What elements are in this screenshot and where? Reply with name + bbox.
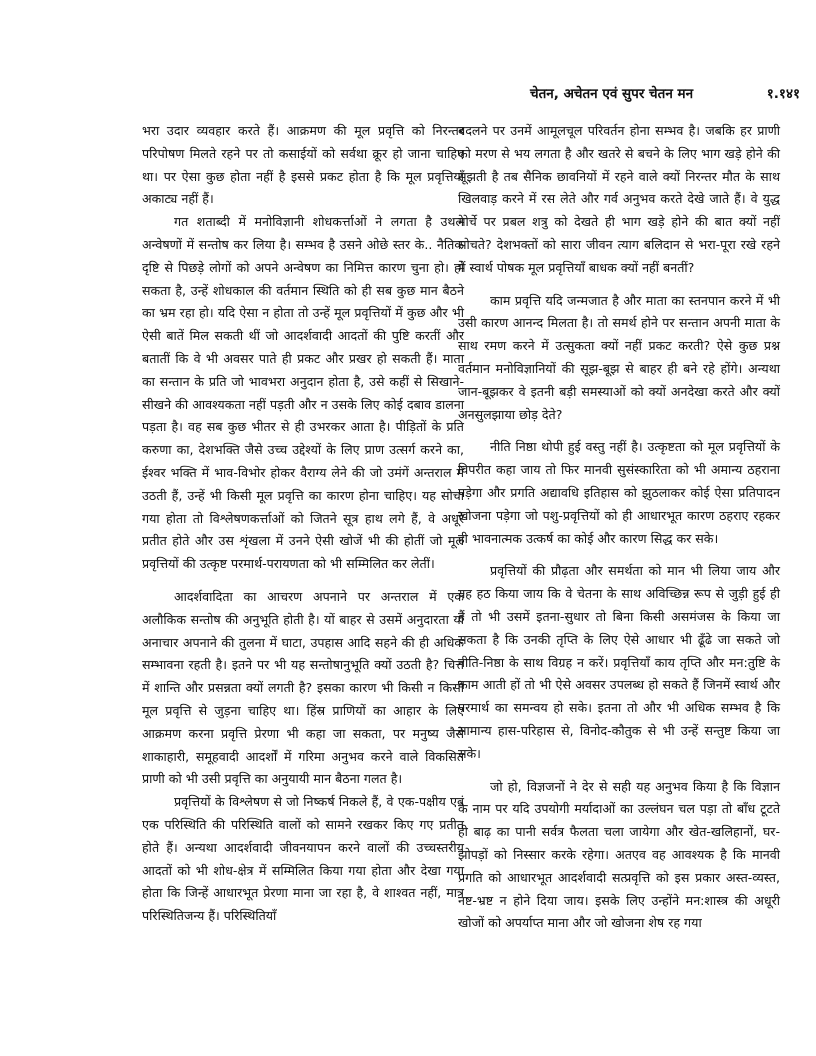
paragraph: प्रवृत्तियों की प्रौढ़ता और समर्थता को मान भी लिया जाय और यह हठ किया जाय कि वे चेतना के साथ अविच्छिन्न रूप से जुड़ी हुई ही हैं तो भी उसमें इतना-सुधार तो बिना किसी असमंजस के किया जा सकता है कि उनकी तृप्ति के लिए ऐसे आधार भी ढूँढे जा सकते जो नीति-निष्ठा के साथ विग्रह न करें। प्रवृत्तियाँ काय तृप्ति और मन:तुष्टि के काम आती हों तो भी ऐसे अवसर उपलब्ध हो सकते हैं जिनमें स्वार्थ और परमार्थ का समन्वय हो सके। इतना तो और भी अधिक सम्भव है कि सामान्य हास-परिहास से, विनोद-कौतुक से भी उन्हें सन्तुष्ट किया जा सके। <box>458 563 780 761</box>
page-number: १.१४१ <box>766 86 800 102</box>
right-column <box>458 120 780 935</box>
paragraph: काम प्रवृत्ति यदि जन्मजात है और माता का स्तनपान करने में भी उसी कारण आनन्द मिलता है। तो समर्थ होने पर सन्तान अपनी माता के साथ रमण करने में उत्सुकता क्यों नहीं प्रकट करती? ऐसे कुछ प्रश्न वर्तमान मनोविज्ञानियों की सूझ-बूझ से बाहर ही बने रहे होंगे। अन्यथा जान-बूझकर वे इतनी बड़ी समस्याओं को क्यों अनदेखा करते और क्यों अनसुलझाया छोड़ देते? <box>458 292 780 422</box>
paragraph: प्रवृत्तियों के विश्लेषण से जो निष्कर्ष निकले हैं, वे एक-पक्षीय एवं एक परिस्थिति की परिस्थिति वालों को सामने रखकर किए गए प्रतीत होते हैं। अन्यथा आदर्शवादी जीवनयापन करने वालों की उच्चस्तरीय आदतों को भी शोध-क्षेत्र में सम्मिलित किया गया होता और देखा गया होता कि जिन्हें आधारभूत प्रेरणा माना जा रहा है, वे शाश्वत नहीं, मात्र परिस्थितिजन्य हैं। परिस्थितियाँ <box>142 794 464 924</box>
left-column <box>142 120 464 928</box>
paragraph: आदर्शवादिता का आचरण अपनाने पर अन्तराल में एक अलौकिक सन्तोष की अनुभूति होती है। यों बाहर से उसमें अनुदारता या अनाचार अपनाने की तुलना में घाटा, उपहास आदि सहने की ही अधिक सम्भावना रहती है। इतने पर भी यह सन्तोषानुभूति क्यों उठती है? चित्त में शान्ति और प्रसन्नता क्यों लगती है? इसका कारण भी किसी न किसी मूल प्रवृत्ति से जुड़ना चाहिए था। हिंस्र प्राणियों का आहार के लिए आक्रमण करना प्रवृत्ति प्रेरणा भी कहा जा सकता, पर मनुष्य जैसे शाकाहारी, समूहवादी आदर्शों में गरिमा अनुभव करने वाले विकसित प्राणी को भी उसी प्रवृत्ति का अनुयायी मान बैठना गलत है। <box>142 588 464 787</box>
paragraph: भरा उदार व्यवहार करते हैं। आक्रमण की मूल प्रवृत्ति को निरन्तर परिपोषण मिलते रहने पर तो कसाईयों को सर्वथा क्रूर हो जाना चाहिए था। पर ऐसा कुछ होता नहीं है इससे प्रकट होता है कि मूल प्रवृत्तियाँ अकाट्य नहीं हैं। <box>142 123 464 207</box>
paragraph: गत शताब्दी में मनोविज्ञानी शोधकर्त्ताओं ने लगता है उथले अन्वेषणों में सन्तोष कर लिया है। सम्भव है उसने ओछे स्तर के.. नैतिक दृष्टि से पिछड़े लोगों को अपने अन्वेषण का निमित्त कारण चुना हो। हो सकता है, उन्हें शोधकाल की वर्तमान स्थिति को ही सब कुछ मान बैठने का भ्रम रहा हो। यदि ऐसा न होता तो उन्हें मूल प्रवृत्तियों में कुछ और भी ऐसी बातें मिल सकती थीं जो आदर्शवादी आदतों की पुष्टि करतीं और बतातीं कि वे भी अवसर पाते ही प्रकट और प्रखर हो सकती हैं। माता का सन्तान के प्रति जो भावभरा अनुदान होता है, उसे कहीं से सिखाने-सीखने की आवश्यकता नहीं पड़ती और न उसके लिए कोई दबाव डालना पड़ता है। वह सब कुछ भीतर से ही उभरकर आता है। पीड़ितों के प्रति करुणा का, देशभक्ति जैसे उच्च उद्देश्यों के लिए प्राण उत्सर्ग करने का, ईश्वर भक्ति में भाव-विभोर होकर वैराग्य लेने की जो उमंगें अन्तराल में उठती हैं, उन्हें भी किसी मूल प्रवृत्ति का कारण होना चाहिए। यह सोचा गया होता तो विश्लेषणकर्त्ताओं को जितने सूत्र हाथ लगे हैं, वे अधूरे प्रतीत होते और उस शृंखला में उनने ऐसी खोजें भी की होतीं जो मूल प्रवृत्तियों की उत्कृष्ट परमार्थ-परायणता को भी सम्मिलित कर लेतीं। <box>142 214 464 572</box>
paragraph: बदलने पर उनमें आमूलचूल परिवर्तन होना सम्भव है। जबकि हर प्राणी को मरण से भय लगता है और खतरे से बचने के लिए भाग खड़े होने की सूझती है तब सैनिक छावनियों में रहने वाले क्यों निरन्तर मौत के साथ खिलवाड़ करने में रस लेते और गर्व अनुभव करते देखे जाते हैं। वे युद्ध मोर्चे पर प्रबल शत्रु को देखते ही भाग खड़े होने की बात क्यों नहीं सोचते? देशभक्तों को सारा जीवन त्याग बलिदान से भरा-पूरा रखे रहने में स्वार्थ पोषक मूल प्रवृत्तियाँ बाधक क्यों नहीं बनतीं? <box>458 123 780 275</box>
chapter-title: चेतन, अचेतन एवं सुपर चेतन मन <box>530 86 694 102</box>
running-header <box>530 84 800 108</box>
paragraph: जो हो, विज्ञजनों ने देर से सही यह अनुभव किया है कि विज्ञान के नाम पर यदि उपयोगी मर्यादाओं का उल्लंघन चल पड़ा तो बाँध टूटते ही बाढ़ का पानी सर्वत्र फैलता चला जायेगा और खेत-खलिहानों, घर-झोपड़ों को निस्सार करके रहेगा। अतएव वह आवश्यक है कि मानवी प्रगति को आधारभूत आदर्शवादी सत्प्रवृत्ति को इस प्रकार अस्त-व्यस्त, नष्ट-भ्रष्ट न होने दिया जाय। इसके लिए उन्होंने मन:शास्त्र की अधूरी खोजों को अपर्याप्त माना और जो खोजना शेष रह गया <box>458 778 781 931</box>
paragraph: नीति निष्ठा थोपी हुई वस्तु नहीं है। उत्कृष्टता को मूल प्रवृत्तियों के विपरीत कहा जाय तो फिर मानवी सुसंस्कारिता को भी अमान्य ठहराना पड़ेगा और प्रगति अद्यावधि इतिहास को झुठलाकर कोई ऐसा प्रतिपादन खोजना पड़ेगा जो पशु-प्रवृत्तियों को ही आधारभूत कारण ठहराए रहकर ही भावनात्मक उत्कर्ष का कोई और कारण सिद्ध कर सके। <box>458 439 780 546</box>
